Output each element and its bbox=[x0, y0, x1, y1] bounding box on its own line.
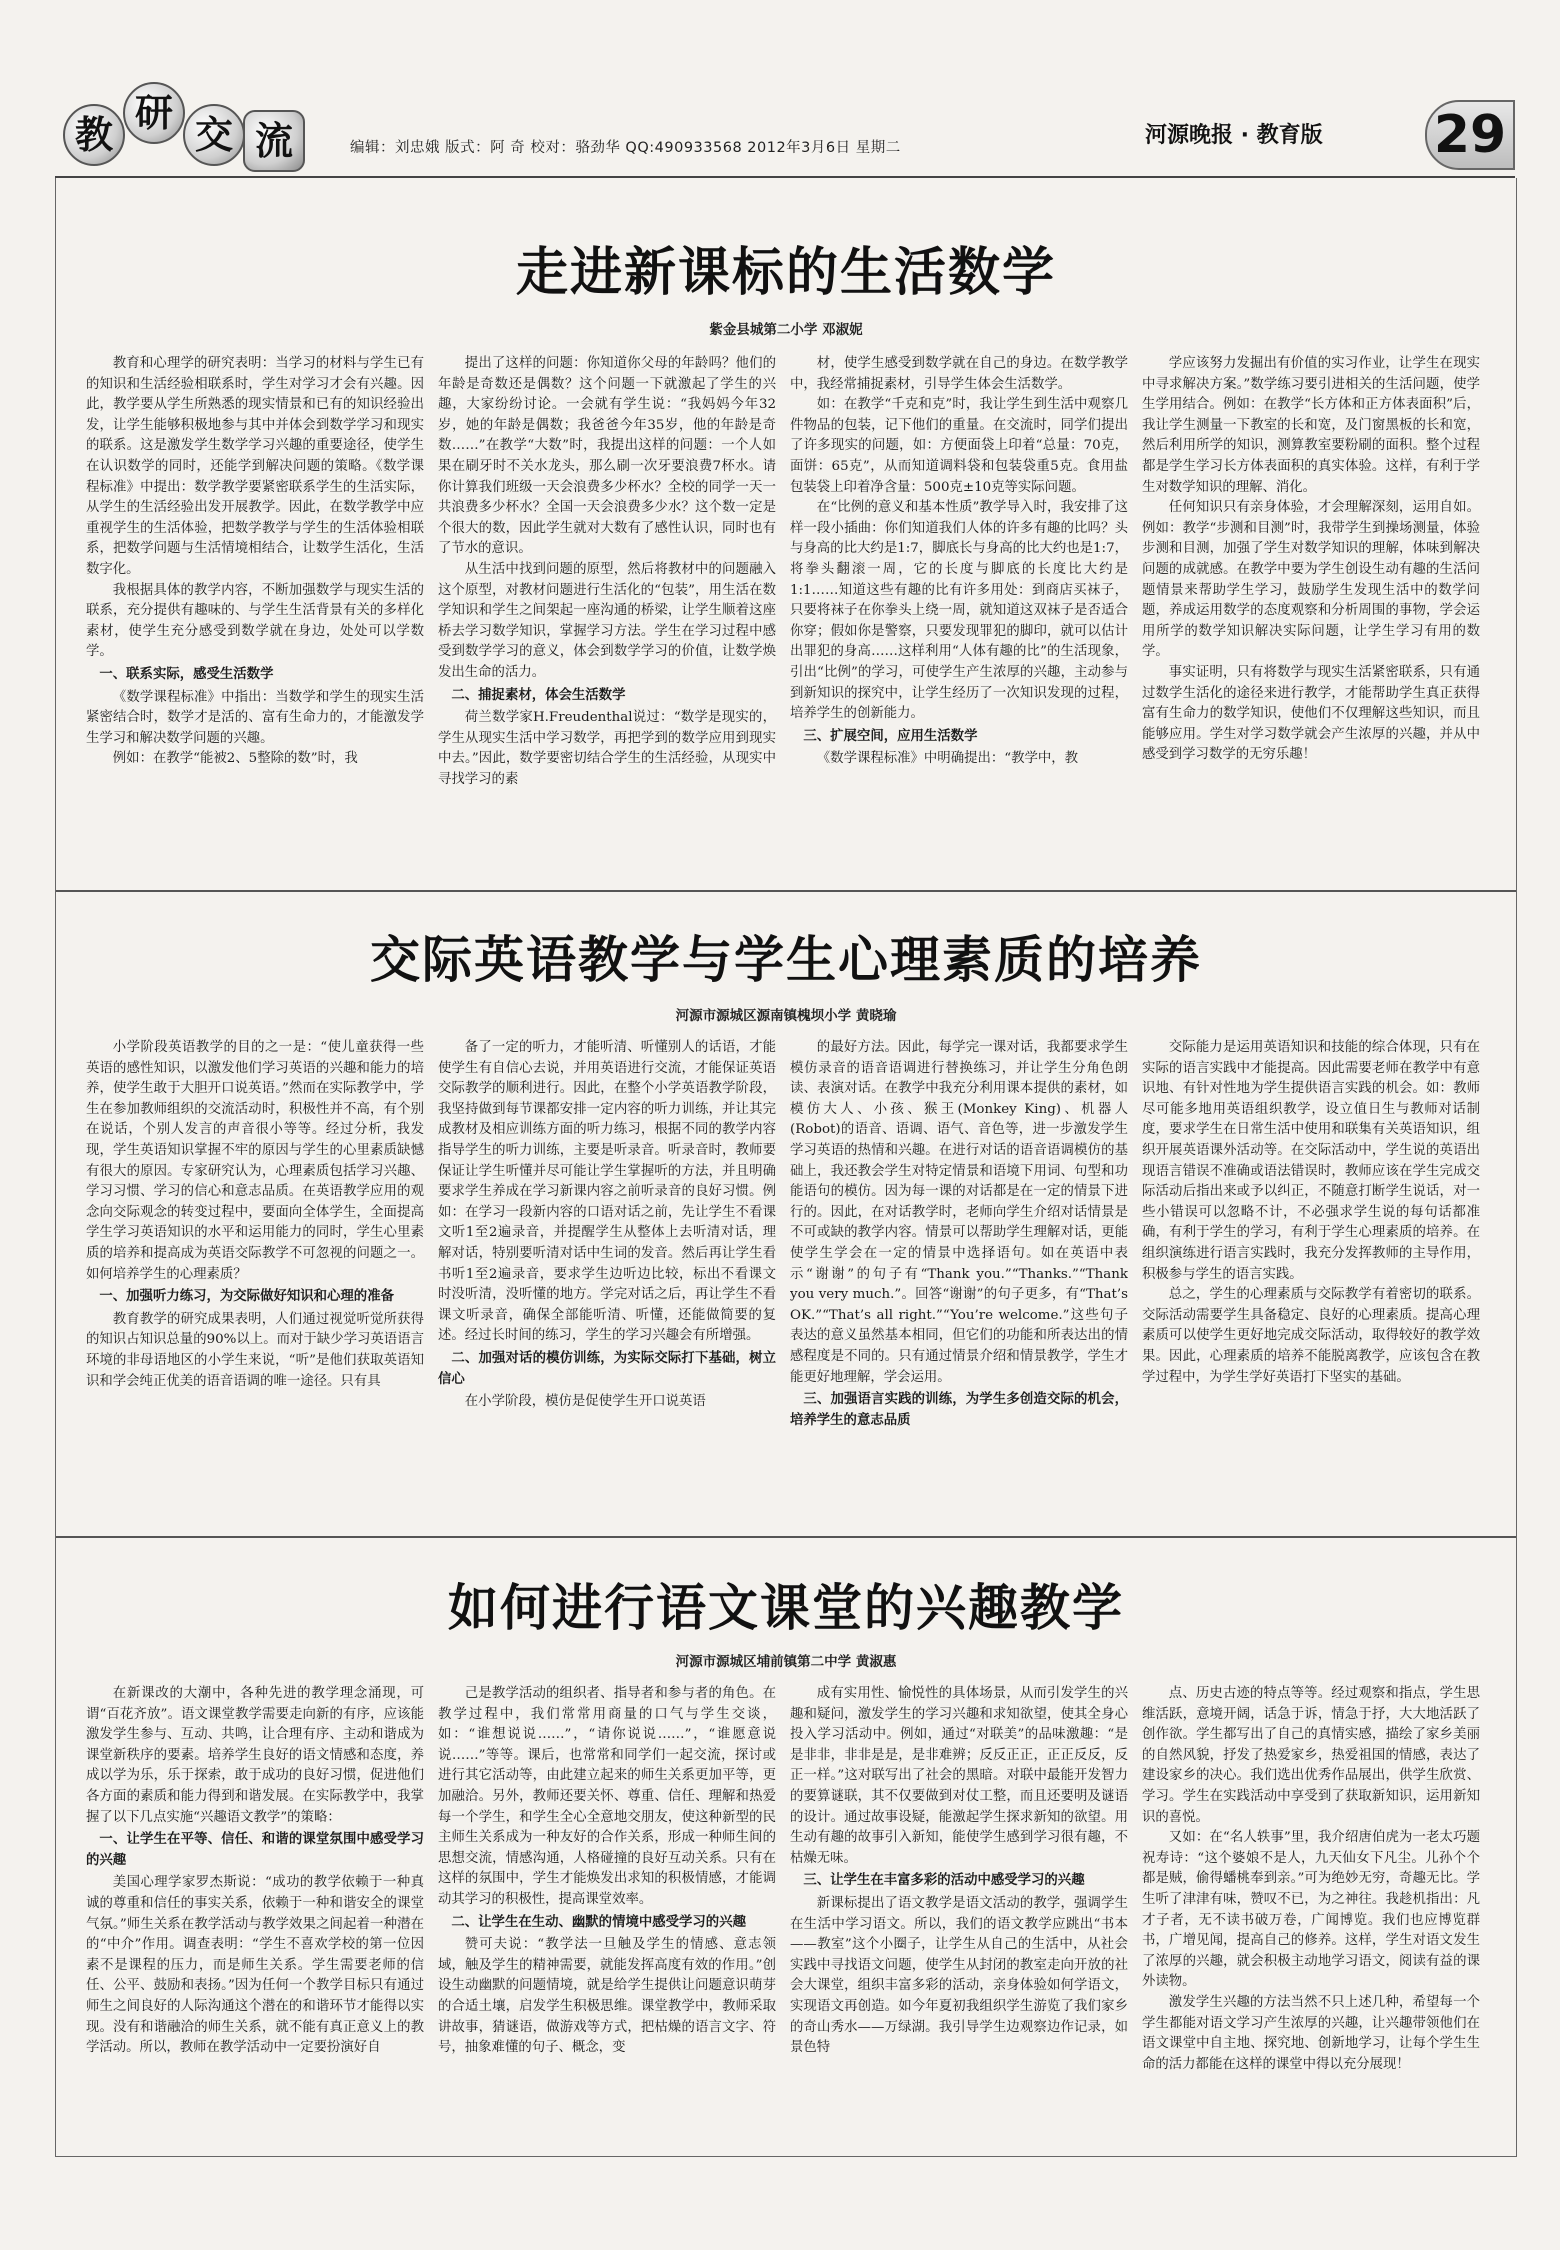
paragraph: 提出了这样的问题：你知道你父母的年龄吗？他们的年龄是奇数还是偶数？这个问题一下就激起了学生的兴趣，大家纷纷讨论。一会就有学生说：“我妈妈今年32岁，她的年龄是偶数；我爸爸今年35岁，他的年龄是奇数……”在教学“大数”时，我提出这样的问题：一个人如果在刷牙时不关水龙头，那么刷一次牙要浪费7杯水。请你计算我们班级一天会浪费多少杯水？全校的同学一天一共浪费多少杯水？全国一天会浪费多少水？这个数一定是个很大的数，因此学生就对大数有了感性认识，同时也有了节水的意识。 bbox=[438, 356, 776, 557]
paragraph: 从生活中找到问题的原型，然后将教材中的问题融入这个原型，对教材问题进行生活化的“包装”，用生活在数学知识和学生之间架起一座沟通的桥梁，让学生顺着这座桥去学习数学知识，掌握学习方法。学生在学习过程中感受到数学学习的意义，体会到数学学习的价值，让数学焕发出生命的活力。 bbox=[438, 561, 776, 680]
article-column bbox=[1142, 1684, 1480, 2144]
article-column bbox=[1142, 1038, 1480, 1528]
article-column bbox=[86, 354, 424, 880]
article-column bbox=[86, 1038, 424, 1528]
section-char-3: 交 bbox=[183, 104, 245, 166]
editorial-meta: 编辑：刘忠娥 版式：阿 奇 校对：骆劲华 QQ:490933568 2012年3月6日 星期二 bbox=[350, 140, 901, 156]
article-english bbox=[56, 892, 1516, 1536]
paragraph: 己是教学活动的组织者、指导者和参与者的角色。在教学过程中，我们常常用商量的口气与学生交谈，如：“谁想说说……”，“请你说说……”，“谁愿意说说……”等等。课后，也常常和同学们一起交流，探讨或进行其它活动等，由此建立起来的师生关系更加平等，更加融洽。另外，教师还要关怀、尊重、信任、理解和热爱每一个学生，和学生全心全意地交朋友，使这种新型的民主师生关系成为一种友好的合作关系，形成一种师生间的思想交流，情感沟通，人格碰撞的良好互动关系。只有在这样的氛围中，学生才能焕发出求知的积极情感，才能调动其学习的积极性，提高课堂效率。 bbox=[438, 1686, 776, 1907]
article-chinese bbox=[56, 1538, 1516, 2152]
paragraph: 新课标提出了语文教学是语文活动的教学，强调学生在生活中学习语文。所以，我们的语文教学应跳出“书本——教室”这个小圈子，让学生从自己的生活中，从社会实践中寻找语文问题，使学生从封闭的教室走向开放的社会大课堂，组织丰富多彩的活动，亲身体验如何学语文，实现语文再创造。如今年夏初我组织学生游览了我们家乡的奇山秀水——万绿湖。我引导学生边观察边作记录，如景色特 bbox=[790, 1895, 1128, 2056]
article-math bbox=[56, 178, 1516, 890]
paragraph: 我根据具体的教学内容，不断加强数学与现实生活的联系，充分提供有趣味的、与学生生活背景有关的多样化素材，使学生充分感受到数学就在身边，处处可以学数学。 bbox=[86, 582, 424, 660]
paragraph: 事实证明，只有将数学与现实生活紧密联系，只有通过数学生活化的途径来进行教学，才能帮助学生真正获得富有生命力的数学知识，使他们不仅理解这些知识，而且能够应用。学生对学习数学就会产生浓厚的兴趣，并从中感受到学习数学的无穷乐趣！ bbox=[1142, 664, 1480, 763]
paragraph: 赞可夫说：“教学法一旦触及学生的情感、意志领域，触及学生的精神需要，就能发挥高度有效的作用。”创设生动幽默的问题情境，就是给学生提供让问题意识萌芽的合适土壤，启发学生积极思维。课堂教学中，教师采取讲故事，猜谜语，做游戏等方式，把枯燥的语言文字、符号，抽象难懂的句子、概念，变 bbox=[438, 1937, 776, 2056]
article-column bbox=[790, 1038, 1128, 1528]
section-heading: 三、让学生在丰富多彩的活动中感受学习的兴趣 bbox=[803, 1873, 1085, 1889]
paragraph: 如：在教学“千克和克”时，我让学生到生活中观察几件物品的包装，记下他们的重量。在交流时，同学们提出了许多现实的问题，如：方便面袋上印着“总量：70克，面饼：65克”，从而知道调料袋和包装袋重5克。食用盐包装袋上印着净含量：500克±10克等实际问题。 bbox=[790, 397, 1128, 495]
page-header bbox=[55, 0, 1515, 178]
section-heading: 二、让学生在生动、幽默的情境中感受学习的兴趣 bbox=[451, 1914, 746, 1930]
article-byline: 河源市源城区埔前镇第二中学 黄淑惠 bbox=[675, 1654, 897, 1670]
paragraph: 小学阶段英语教学的目的之一是：“使儿童获得一些英语的感性知识，以激发他们学习英语的兴趣和能力的培养，使学生敢于大胆开口说英语。”然而在实际教学中，学生在参加教师组织的交流活动时，积极性并不高，有个别在说话，个别人发言的声音很小等等。经过分析，我发现，学生英语知识掌握不牢的原因与学生的心里素质缺憾有很大的原因。专家研究认为，心理素质包括学习兴趣、学习习惯、学习的信心和意志品质。在英语教学应用的观念向交际观念的转变过程中，要面向全体学生，全面提高学生学习英语知识的水平和运用能力的同时，学生心里素质的培养和提高成为英语交际教学不可忽视的问题之一。如何培养学生的心理素质？ bbox=[86, 1040, 424, 1282]
article-title: 走进新课标的生活数学 bbox=[515, 243, 1056, 303]
article-byline: 河源市源城区源南镇槐坝小学 黄晓瑜 bbox=[675, 1008, 897, 1024]
paragraph: 荷兰数学家H.Freudenthal说过：“数学是现实的，学生从现实生活中学习数学，再把学到的数学应用到现实中去。”因此，数学要密切结合学生的生活经验，从现实中寻找学习的素 bbox=[438, 710, 776, 787]
paragraph: 在小学阶段，模仿是促使学生开口说英语 bbox=[464, 1394, 706, 1410]
section-heading: 二、捕捉素材，体会生活数学 bbox=[451, 687, 626, 703]
article-column bbox=[1142, 354, 1480, 880]
article-column bbox=[438, 354, 776, 880]
page-number: 29 bbox=[1425, 100, 1515, 170]
article-column bbox=[790, 1684, 1128, 2144]
paragraph: 材，使学生感受到数学就在自己的身边。在数学教学中，我经常捕捉素材，引导学生体会生活数学。 bbox=[790, 356, 1128, 392]
newspaper-brand: 河源晚报 · 教育版 bbox=[1145, 123, 1323, 148]
section-heading: 三、扩展空间，应用生活数学 bbox=[803, 728, 978, 744]
paragraph: 激发学生兴趣的方法当然不只上述几种，希望每一个学生都能对语文学习产生浓厚的兴趣，让兴趣带领他们在语文课堂中自主地、探究地、创新地学习，让每个学生生命的活力都能在这样的课堂中得以充分展现！ bbox=[1142, 1994, 1480, 2072]
paragraph: 《数学课程标准》中指出：当数学和学生的现实生活紧密结合时，数学才是活的、富有生命力的，才能激发学生学习和解决数学问题的兴趣。 bbox=[86, 689, 424, 746]
section-heading: 一、联系实际，感受生活数学 bbox=[99, 666, 274, 682]
article-column bbox=[438, 1038, 776, 1528]
paragraph: 备了一定的听力，才能听清、听懂别人的话语，才能使学生有自信心去说，并用英语进行交流，才能保证英语交际教学的顺利进行。因此，在整个小学英语教学阶段，我坚持做到每节课都安排一定内容的听力训练，并让其完成教材及相应训练方面的听力练习，根据不同的教学内容指导学生的听力训练，主要是听录音。听录音时，教师要保证让学生听懂并尽可能让学生掌握听的方法，并且明确要求学生养成在学习新课内容之前听录音的良好习惯。例如：在学习一段新内容的口语对话之前，先让学生不看课文听1至2遍录音，并提醒学生从整体上去听清对话，理解对话，特别要听清对话中生词的发音。然后再让学生看书听1至2遍录音，要求学生边听边比较，标出不看课文时没听清，没听懂的地方。学完对话之后，再让学生不看课文听录音，确保全部能听清、听懂，还能做简要的复述。经过长时间的练习，学生的学习兴趣会有所增强。 bbox=[438, 1040, 776, 1344]
paragraph: 在新课改的大潮中，各种先进的教学理念涌现，可谓“百花齐放”。语文课堂教学需要走向新的有序，应该能激发学生参与、互动、共鸣，让合理有序、主动和谐成为课堂新秩序的要素。培养学生良好的语文情感和态度，养成以学为乐，乐于探索，敢于成功的良好习惯，促进他们各方面的素质和能力得到和谐发展。在实际教学中，我掌握了以下几点实施“兴趣语文教学”的策略： bbox=[86, 1686, 424, 1825]
paragraph: 的最好方法。因此，每学完一课对话，我都要求学生模仿录音的语音语调进行替换练习，并让学生分角色朗读、表演对话。在教学中我充分利用课本提供的素材，如模仿大人、小孩、猴王(Monkey King)、机器人(Robot)的语音、语调、语气、音色等，进一步激发学生学习英语的热情和兴趣。在进行对话的语音语调模仿的基础上，我还教会学生对特定情景和语境下用词、句型和功能语句的模仿。因为每一课的对话都是在一定的情景下进行的。因此，在对话教学时，老师向学生介绍对话情景是不可或缺的教学内容。情景可以帮助学生理解对话，更能使学生学会在一定的情景中选择语句。如在英语中表示“谢谢”的句子有“Thank you.”“Thanks.”“Thank you very much.”。回答“谢谢”的句子更多，有“That’s OK.”“That’s all right.”“You’re welcome.”这些句子表达的意义虽然基本相同，但它们的功能和所表达出的情感程度是不同的。只有通过情景介绍和情景教学，学生才能更好地理解，学会运用。 bbox=[790, 1040, 1128, 1385]
paragraph: 教育和心理学的研究表明：当学习的材料与学生已有的知识和生活经验相联系时，学生对学习才会有兴趣。因此，教学要从学生所熟悉的现实情景和已有的知识经验出发，让学生能够积极地参与其中并体会到数学学习和现实的联系。这是激发学生数学学习兴趣的重要途径，使学生在认识数学的同时，还能学到解决问题的策略。《数学课程标准》中提出：数学教学要紧密联系学生的生活实际，从学生的生活经验出发开展教学。因此，在数学教学中应重视学生的生活体验，把数学教学与学生的生活体验相联系，把数学问题与生活情境相结合，让数学生活化，生活数字化。 bbox=[86, 356, 424, 577]
section-heading: 一、加强听力练习，为交际做好知识和心理的准备 bbox=[99, 1289, 394, 1305]
section-heading: 一、让学生在平等、信任、和谐的课堂氛围中感受学习的兴趣 bbox=[86, 1832, 424, 1868]
article-column bbox=[438, 1684, 776, 2144]
paragraph: 成有实用性、愉悦性的具体场景，从而引发学生的兴趣和疑问，激发学生的学习兴趣和求知欲望，使其全身心投入学习活动中。例如，通过“对联美”的品味激趣：“是是非非，非非是是，是非难辨；反反正正，正正反反，反正一样。”这对联写出了社会的黑暗。对联中最能开发智力的要算谜联，其不仅要做到对仗工整，而且还要明及谜语的设计。通过故事设疑，能激起学生探求新知的欲望。用生动有趣的故事引入新知，能使学生感到学习很有趣，不枯燥无味。 bbox=[790, 1686, 1128, 1866]
section-heading: 三、加强语言实践的训练，为学生多创造交际的机会，培养学生的意志品质 bbox=[790, 1392, 1128, 1428]
paragraph: 总之，学生的心理素质与交际教学有着密切的联系。交际活动需要学生具备稳定、良好的心理素质。提高心理素质可以使学生更好地完成交际活动，取得较好的教学效果。因此，心理素质的培养不能脱离教学，应该包含在教学过程中，为学生学好英语打下坚实的基础。 bbox=[1142, 1287, 1480, 1385]
paragraph: 学应该努力发掘出有价值的实习作业，让学生在现实中寻求解决方案。”数学练习要引进相关的生活问题，使学生学用结合。例如：在教学“长方体和正方体表面积”后，我让学生测量一下教室的长和宽，及门窗黑板的长和宽，然后利用所学的知识，测算教室要粉刷的面积。整个过程都是学生学习长方体表面积的真实体验。这样，有利于学生对数学知识的理解、消化。 bbox=[1142, 356, 1480, 495]
section-char-4: 流 bbox=[243, 110, 305, 172]
paragraph: 教育教学的研究成果表明，人们通过视觉听觉所获得的知识占知识总量的90%以上。而对于缺少学习英语语言环境的非母语地区的小学生来说，“听”是他们获取英语知识和学会纯正优美的语音语调的唯一途径。只有具 bbox=[86, 1311, 424, 1389]
paragraph: 任何知识只有亲身体验，才会理解深刻，运用自如。例如：教学“步测和目测”时，我带学生到操场测量，体验步测和目测，加强了学生对数学知识的理解，体味到解决问题的成就感。在教学中要为学生创设生动有趣的生活问题情景来帮助学生学习，鼓励学生发现生活中的数学问题，养成运用数学的态度观察和分析周围的事物，学会运用所学的数学知识解决实际问题，让学生学习有用的数学。 bbox=[1142, 500, 1480, 660]
article-column bbox=[790, 354, 1128, 880]
section-char-1: 教 bbox=[63, 104, 125, 166]
paragraph: 交际能力是运用英语知识和技能的综合体现，只有在实际的语言实践中才能提高。因此需要老师在教学中有意识地、有针对性地为学生提供语言实践的机会。如：教师尽可能多地用英语组织教学，设立值日生与教师对话制度，要求学生在日常生活中使用和联集有关英语知识，组织开展英语课外活动等。在交际活动中，学生说的英语出现语言错误不准确或语法错误时，教师应该在学生完成交际活动后指出来或予以纠正，不随意打断学生说话，对一些小错误可以忽略不计，不必强求学生说的每句话都准确，有利于学生的学习，有利于学生心理素质的培养。在组织演练进行语言实践时，我充分发挥教师的主导作用，积极参与学生的语言实践。 bbox=[1142, 1040, 1480, 1282]
content-frame bbox=[55, 178, 1517, 2157]
article-title: 如何进行语文课堂的兴趣教学 bbox=[448, 1579, 1124, 1637]
paragraph: 例如：在教学“能被2、5整除的数”时，我 bbox=[112, 751, 358, 767]
article-column bbox=[86, 1684, 424, 2144]
paragraph: 点、历史古迹的特点等等。经过观察和指点，学生思维活跃，意境开阔，话急于诉，情急于抒，大大地活跃了创作欲。学生都写出了自己的真情实感，描绘了家乡美丽的自然风貌，抒发了热爱家乡，热爱祖国的情感，表达了建设家乡的决心。我们选出优秀作品展出，供学生欣赏、学习。学生在实践活动中享受到了获取新知识，运用新知识的喜悦。 bbox=[1142, 1686, 1480, 1825]
paragraph: 美国心理学家罗杰斯说：“成功的教学依赖于一种真诚的尊重和信任的事实关系，依赖于一种和谐安全的课堂气氛。”师生关系在教学活动与教学效果之间起着一种潜在的“中介”作用。调查表明：“学生不喜欢学校的第一位因素不是课程的压力，而是师生关系。学生需要老师的信任、公平、鼓励和表扬。”因为任何一个教学目标只有通过师生之间良好的人际沟通这个潜在的和谐环节才能得以实现。没有和谐融洽的师生关系，就不能有真正意义上的教学活动。所以，教师在教学活动中一定要扮演好自 bbox=[86, 1875, 424, 2056]
article-byline: 紫金县城第二小学 邓淑妮 bbox=[709, 322, 863, 338]
paragraph: 《数学课程标准》中明确提出：“教学中，教 bbox=[816, 751, 1079, 767]
paragraph: 在“比例的意义和基本性质”教学导入时，我安排了这样一段小插曲：你们知道我们人体的许多有趣的比吗？头与身高的比大约是1:7，脚底长与身高的比大约也是1:7，将拳头翻滚一周，它的长度与脚底的长度比大约是1:1……知道这些有趣的比有许多用处：到商店买袜子，只要将袜子在你拳头上绕一周，就知道这双袜子是否适合你穿；假如你是警察，只要发现罪犯的脚印，就可以估计出罪犯的身高……这样利用“人体有趣的比”的生活现象，引出“比例”的学习，可使学生产生浓厚的兴趣，主动参与到新知识的探究中，让学生经历了一次知识发现的过程，培养学生的创新能力。 bbox=[790, 500, 1128, 722]
paragraph: 又如：在“名人轶事”里，我介绍唐伯虎为一老太巧题祝寿诗：“这个婆娘不是人，九天仙女下凡尘。儿孙个个都是贼，偷得蟠桃奉到亲。”可为绝妙无穷，奇趣无比。学生听了津津有味，赞叹不已，为之神往。我趁机指出：凡才子者，无不读书破万卷，广闻博览。我们也应博览群书，广增见闻，提高自己的修养。这样，学生对语文发生了浓厚的兴趣，就会积极主动地学习语文，阅读有益的课外读物。 bbox=[1142, 1830, 1480, 1990]
section-heading: 二、加强对话的模仿训练，为实际交际打下基础，树立信心 bbox=[438, 1350, 776, 1387]
section-char-2: 研 bbox=[123, 82, 185, 144]
article-title: 交际英语教学与学生心理素质的培养 bbox=[370, 931, 1202, 989]
